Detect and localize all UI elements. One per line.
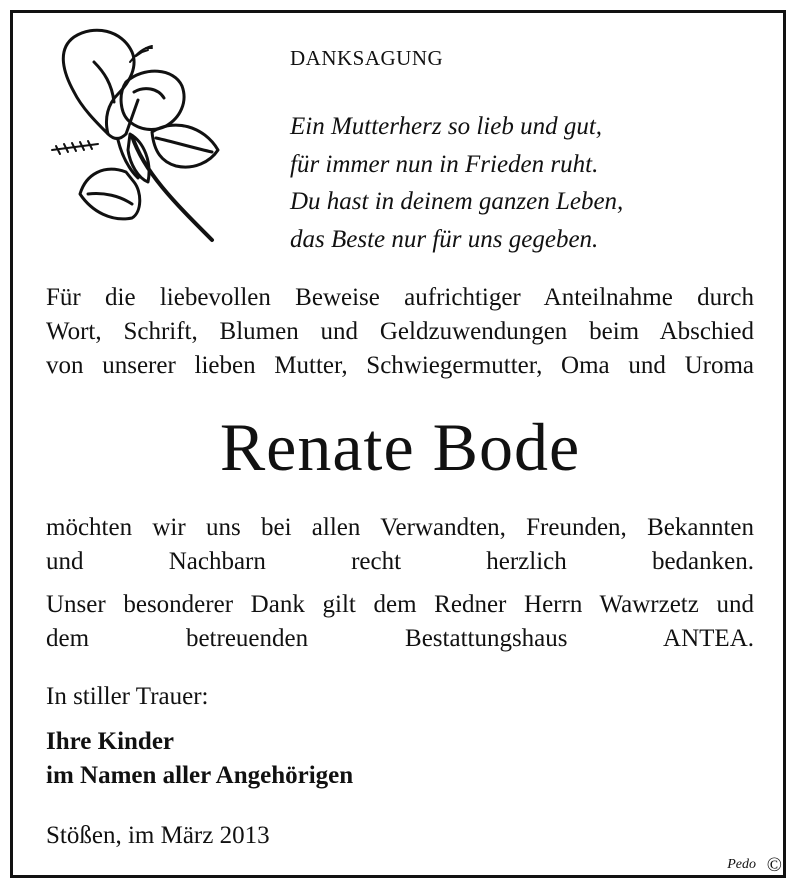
intro-paragraph (46, 281, 754, 383)
poem-line: für immer nun in Frieden ruht. (290, 150, 599, 178)
thanks-line: möchten wir uns bei allen Verwandten, Freunden, Bekannten (46, 514, 754, 541)
signatory-line: im Namen aller Angehörigen (46, 762, 354, 789)
calla-lily-icon (34, 22, 244, 250)
place-date: Stößen, im März 2013 (46, 822, 270, 849)
special-line: dem betreuenden Bestattungshaus ANTEA. (46, 625, 754, 652)
poem-line: Du hast in deinem ganzen Leben, (290, 188, 624, 215)
thanks-line: und Nachbarn recht herzlich bedanken. (46, 548, 754, 575)
intro-line: Wort, Schrift, Blumen und Geldzuwendungen beim Abschied (46, 318, 754, 345)
intro-line: von unserer lieben Mutter, Schwiegermutter, Oma und Uroma (46, 352, 754, 379)
deceased-name: Renate Bode (219, 409, 581, 485)
heading-danksagung: DANKSAGUNG (290, 46, 444, 70)
thanks-paragraph (46, 511, 754, 579)
poem-line: das Beste nur für uns gegeben. (290, 225, 599, 253)
mourning-label: In stiller Trauer: (46, 683, 209, 710)
copyright-mark: © (766, 854, 782, 876)
footer-signature: Pedo (727, 857, 756, 872)
signatory-line: Ihre Kinder (46, 728, 175, 755)
poem-line: Ein Mutterherz so lieb und gut, (290, 113, 603, 140)
poem (290, 108, 623, 258)
intro-line: Für die liebevollen Beweise aufrichtiger Anteilnahme durch (46, 284, 754, 311)
special-line: Unser besonderer Dank gilt dem Redner Herrn Wawrzetz und (46, 591, 754, 618)
special-thanks-paragraph (46, 588, 754, 656)
